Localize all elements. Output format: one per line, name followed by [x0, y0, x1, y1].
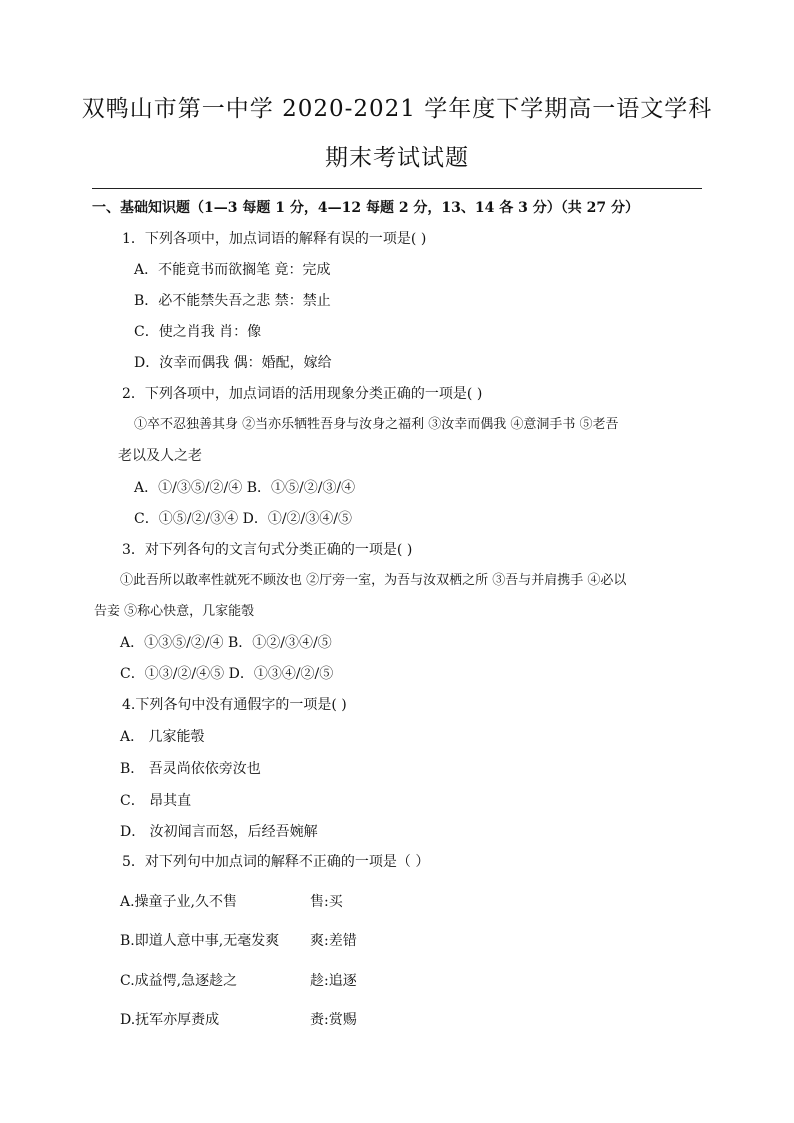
question-3-options-row-2: C．①③/②/④⑤ D．①③④/②/⑤: [120, 666, 334, 682]
title-divider: [92, 188, 702, 189]
question-2-options-row-2: C．①⑤/②/③④ D．①/②/③④/⑤: [134, 511, 352, 527]
question-5-option-b-sentence: B.即道人意中事,无毫发爽: [120, 933, 280, 949]
question-5-option-a-sentence: A.操童子业,久不售: [120, 894, 238, 910]
question-4-option-c: C． 昂其直: [120, 793, 192, 809]
question-1-option-d: D．汝幸而偶我 偶：婚配，嫁给: [134, 355, 332, 371]
question-5-option-c-sentence: C.成益愕,急逐趁之: [120, 973, 238, 989]
page-title-line-1: 双鸭山市第一中学 2020-2021 学年度下学期高一语文学科: [81, 96, 713, 122]
question-5-option-d-sentence: D.抚军亦厚赉成: [120, 1012, 220, 1028]
question-3-options-row-1: A．①③⑤/②/④ B．①②/③④/⑤: [120, 635, 332, 651]
question-5-option-b-gloss: 爽:差错: [310, 933, 357, 949]
section-heading: 一、基础知识题（1—3 每题 1 分，4—12 每题 2 分，13、14 各 3 分）（共 27 分）: [92, 200, 639, 216]
question-1-option-a: A．不能竟书而欲搁笔 竟：完成: [134, 262, 331, 278]
question-3-items-line-2: 告妾 ⑤称心快意，几家能彀: [94, 604, 255, 619]
question-5-option-d-gloss: 赉:赏赐: [310, 1012, 357, 1028]
question-5-option-c-gloss: 趁:追逐: [310, 973, 357, 989]
question-2-stem: 2．下列各项中，加点词语的活用现象分类正确的一项是( ): [122, 386, 483, 402]
question-3-stem: 3．对下列各句的文言句式分类正确的一项是( ): [122, 542, 413, 558]
question-3-items-line-1: ①此吾所以敢率性就死不顾汝也 ②厅旁一室，为吾与汝双栖之所 ③吾与并肩携手 ④必以: [120, 573, 627, 588]
question-4-option-a: A． 几家能彀: [120, 729, 205, 745]
question-2-items-line-1: ①卒不忍独善其身 ②当亦乐牺牲吾身与汝身之福利 ③汝幸而偶我 ④意洞手书 ⑤老吾: [134, 417, 619, 432]
page-title-line-2: 期末考试试题: [325, 145, 469, 171]
question-1-option-b: B．必不能禁失吾之悲 禁：禁止: [134, 293, 331, 309]
question-4-stem: 4.下列各句中没有通假字的一项是( ): [122, 697, 347, 713]
question-5-option-a-gloss: 售:买: [310, 894, 343, 910]
question-2-options-row-1: A．①/③⑤/②/④ B．①⑤/②/③/④: [134, 480, 356, 496]
question-5-stem: 5．对下列句中加点词的解释不正确的一项是（ ）: [122, 854, 430, 870]
question-2-items-line-2: 老以及人之老: [118, 448, 202, 464]
question-4-option-b: B． 吾灵尚依依旁汝也: [120, 761, 261, 777]
question-1-stem: 1．下列各项中，加点词语的解释有误的一项是( ): [122, 231, 427, 247]
question-4-option-d: D． 汝初闻言而怒，后经吾婉解: [120, 824, 318, 840]
question-1-option-c: C．使之肖我 肖：像: [134, 324, 262, 340]
